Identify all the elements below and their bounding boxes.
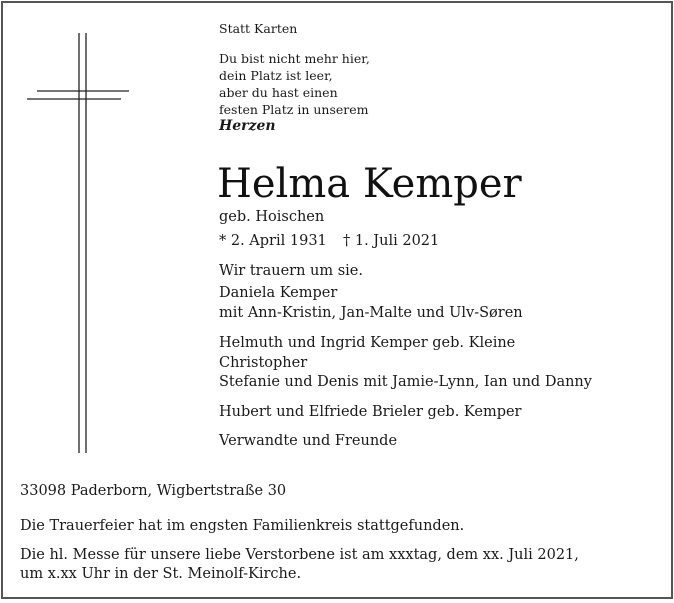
death-date: † 1. Juli 2021: [343, 233, 440, 249]
footer-line: um x.xx Uhr in der St. Meinolf-Kirche.: [20, 566, 302, 582]
family-line: Helmuth und Ingrid Kemper geb. Kleine: [219, 335, 516, 351]
family-line: Christopher: [219, 355, 308, 371]
maiden-name: geb. Hoischen: [219, 209, 325, 225]
birth-date: * 2. April 1931: [219, 233, 327, 249]
footer-line: Die Trauerfeier hat im engsten Familienkreis stattgefunden.: [20, 518, 465, 534]
poem-script-word: Herzen: [219, 118, 276, 134]
poem-line: aber du hast einen: [219, 85, 338, 100]
family-line: Stefanie und Denis mit Jamie-Lynn, Ian und Danny: [219, 374, 592, 390]
mourning-line: Wir trauern um sie.: [219, 263, 363, 279]
family-line: mit Ann-Kristin, Jan-Malte und Ulv-Søren: [219, 305, 523, 321]
family-line: Verwandte und Freunde: [219, 433, 398, 449]
cross-icon: [3, 3, 133, 603]
family-line: Hubert und Elfriede Brieler geb. Kemper: [219, 404, 522, 420]
header-text: Statt Karten: [219, 21, 298, 36]
poem-line: festen Platz in unserem: [219, 102, 369, 117]
obituary-card: [1, 1, 673, 599]
poem-line: dein Platz ist leer,: [219, 68, 333, 83]
footer-line: Die hl. Messe für unsere liebe Verstorbene ist am xxxtag, dem xx. Juli 2021,: [20, 547, 579, 563]
deceased-name: Helma Kemper: [217, 161, 522, 207]
poem-line: Du bist nicht mehr hier,: [219, 51, 370, 66]
address: 33098 Paderborn, Wigbertstraße 30: [20, 483, 287, 499]
family-line: Daniela Kemper: [219, 285, 338, 301]
